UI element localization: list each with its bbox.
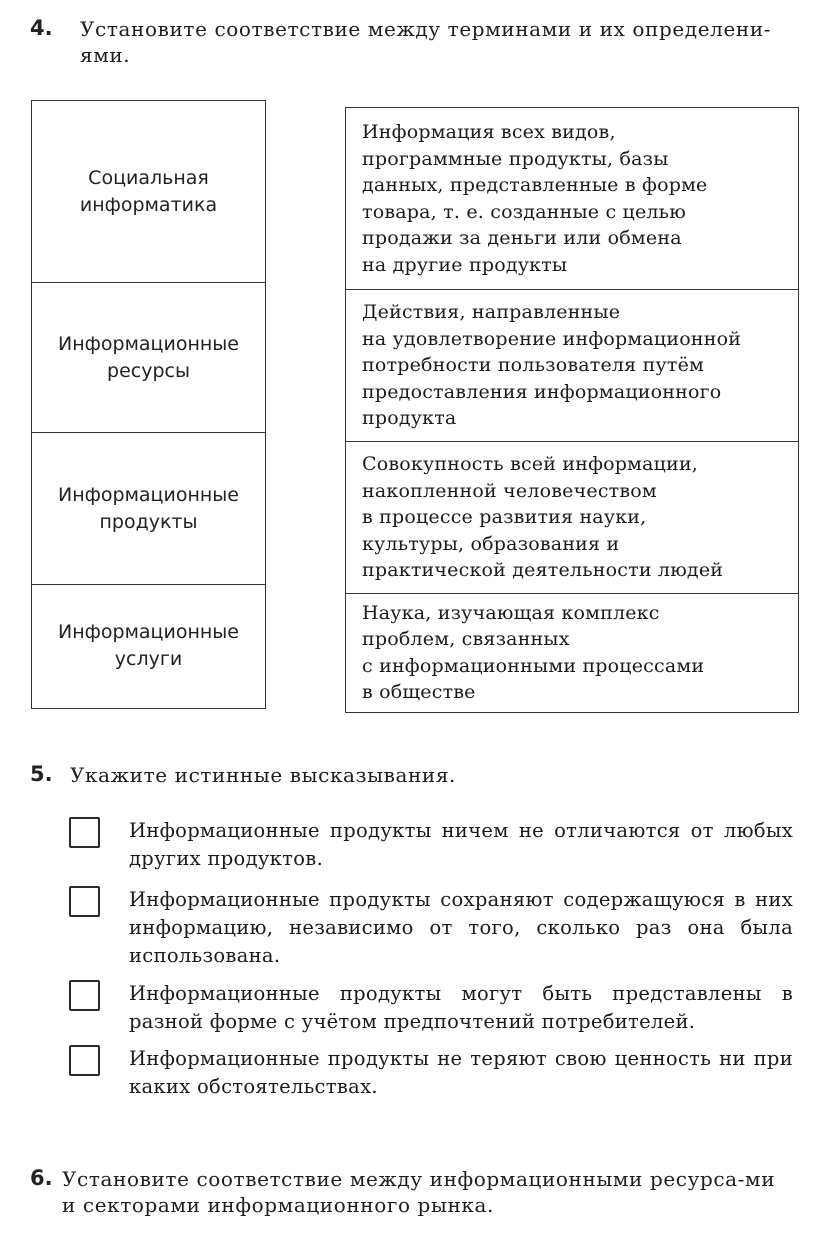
term-text: Информационные ресурсы [58,332,239,382]
statement-checkbox[interactable] [69,1045,100,1076]
statement-text: Информационные продукты сохраняют содержащуюся в них информацию, независимо от того, сколько раз она была использована. [129,888,793,967]
term-cell-info-resources [32,282,265,432]
term-cell-social-informatics [32,101,265,282]
definition-cell [346,593,798,711]
statement-text: Информационные продукты могут быть представлены в разной форме с учётом предпочтений потребителей. [129,982,793,1033]
statement-text: Информационные продукты не теряют свою ценность ни при каких обстоятельствах. [129,1047,793,1098]
statement-checkbox[interactable] [69,817,100,848]
statement-text: Информационные продукты ничем не отличаются от любых других продуктов. [129,819,793,870]
task-6-number: 6. [30,1166,53,1190]
definitions-column [345,107,799,713]
term-text: Информационные продукты [58,483,239,533]
task-5-number: 5. [30,762,53,786]
task-4-number: 4. [30,16,53,40]
term-cell-info-services [32,584,265,707]
task-4 [30,16,800,76]
definition-text: Наука, изучающая комплекс проблем, связанных с информационными процессами в обществе [362,601,705,703]
task-5-instruction: Укажите истинные высказывания. [70,763,457,787]
definition-text: Действия, направленные на удовлетворение информационной потребности пользователя путём предоставления информационного продукта [362,301,742,430]
definition-cell [346,108,798,289]
definition-text: Совокупность всей информации, накопленной человечеством в процессе развития науки, культуры, образования и практической деятельности людей [362,453,724,582]
task-4-instruction: Установите соответствие между терминами и их определени-ями. [80,17,772,67]
term-text: Информационные услуги [58,621,239,670]
terms-column [31,100,266,709]
term-cell-info-products [32,432,265,584]
task-6-instruction: Установите соответствие между информационными ресурса-ми и секторами информационного рынка. [62,1167,776,1217]
definition-cell [346,289,798,441]
statement-checkbox[interactable] [69,980,100,1011]
definition-text: Информация всех видов, программные продукты, базы данных, представленные в форме товара, т. е. созданные с целью продажи за деньги или обмена на другие продукты [362,121,708,276]
definition-cell [346,441,798,593]
task-6 [30,1166,800,1226]
statement-checkbox[interactable] [69,886,100,917]
term-text: Социальная информатика [79,166,218,216]
task-5 [30,762,800,802]
